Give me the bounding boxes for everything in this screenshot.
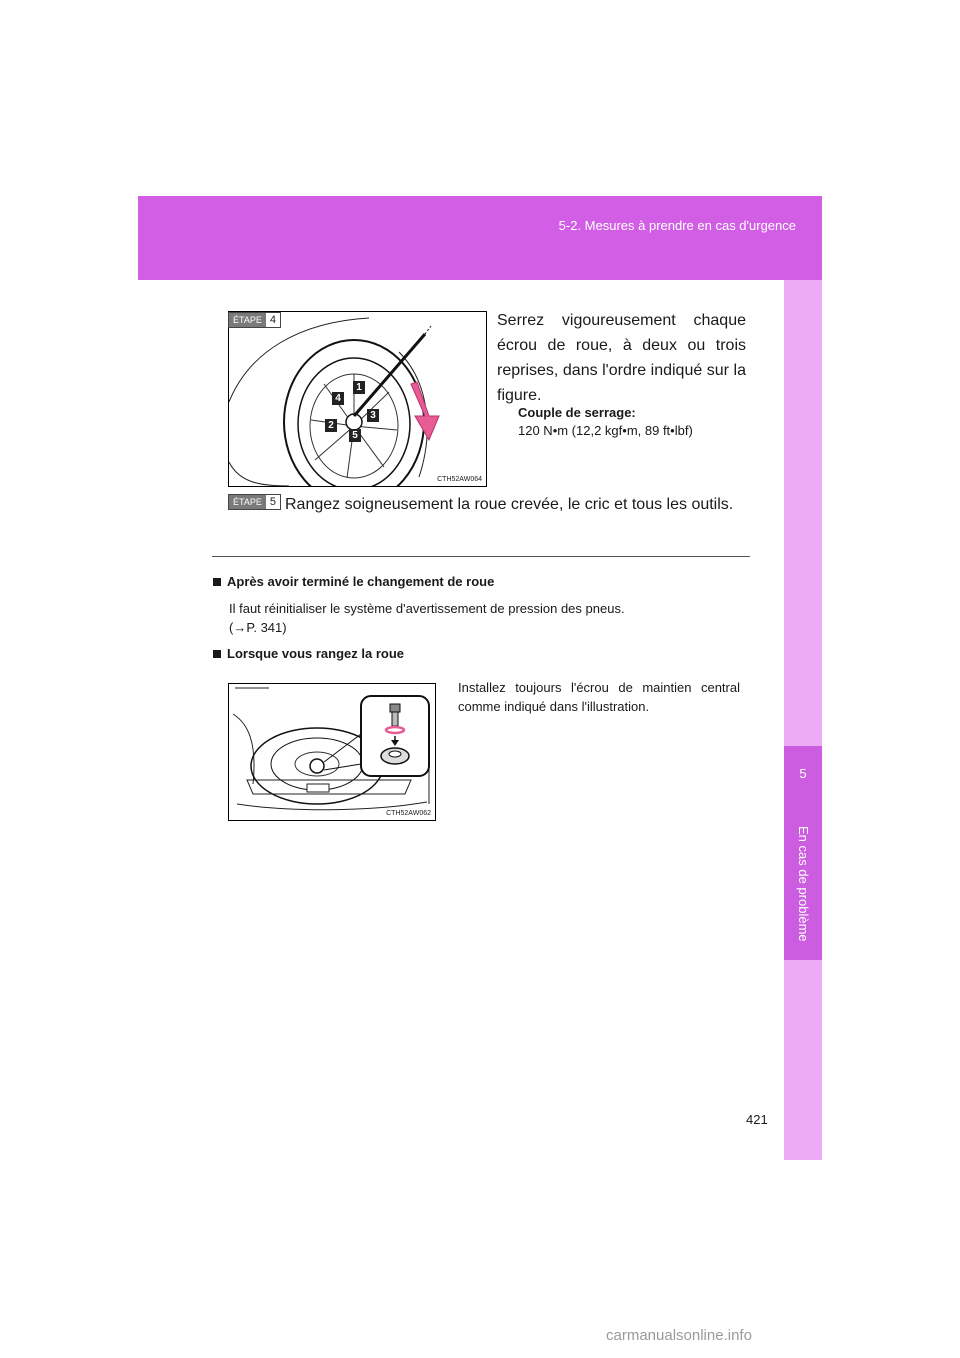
figure-code: CTH52AW064 [437,476,482,483]
wheel-tightening-figure [228,311,487,487]
after-change-text: Il faut réinitialiser le système d'avertissement de pression des pneus. [229,601,625,616]
bullet-square-icon [213,578,221,586]
nut-label-3: 3 [367,409,379,422]
step-4-tag [228,312,281,328]
step-5-tag [228,494,281,510]
section-title: 5-2. Mesures à prendre en cas d'urgence [558,218,796,233]
arrow-right-icon: → [233,620,247,635]
section-divider [212,556,750,557]
step-number: 4 [266,313,280,327]
torque-heading: Couple de serrage: [518,405,636,420]
wheel-illustration [229,312,486,486]
nut-label-4: 4 [332,392,344,405]
figure-code: CTH52AW062 [386,810,431,817]
bullet-square-icon [213,650,221,658]
nut-label-2: 2 [325,419,337,432]
step-4-instruction: Serrez vigoureusement chaque écrou de roue, à deux ou trois reprises, dans l'ordre indiqué sur la figure. [497,312,746,404]
chapter-title: En cas de problème [796,826,811,942]
header-band [138,196,822,280]
storing-heading: Lorsque vous rangez la roue [213,646,404,661]
step-5-instruction: Rangez soigneusement la roue crevée, le cric et tous les outils. [285,496,734,513]
chapter-number: 5 [799,766,807,781]
step-label: ÉTAPE [229,495,266,509]
after-change-heading: Après avoir terminé le changement de roue [213,574,494,589]
step-label: ÉTAPE [229,313,266,327]
nut-label-1: 1 [353,381,365,394]
watermark[interactable]: carmanualsonline.info [606,1327,752,1344]
nut-label-5: 5 [349,429,361,442]
chapter-side-tab [784,280,822,1160]
page-reference[interactable]: (→P. 341) [229,620,287,635]
page-number: 421 [746,1112,768,1127]
trunk-illustration [229,684,435,820]
spare-wheel-storage-figure [228,683,436,821]
step-number: 5 [266,495,280,509]
storing-instruction: Installez toujours l'écrou de maintien central comme indiqué dans l'illustration. [458,680,740,714]
torque-value: 120 N•m (12,2 kgf•m, 89 ft•lbf) [518,423,693,438]
